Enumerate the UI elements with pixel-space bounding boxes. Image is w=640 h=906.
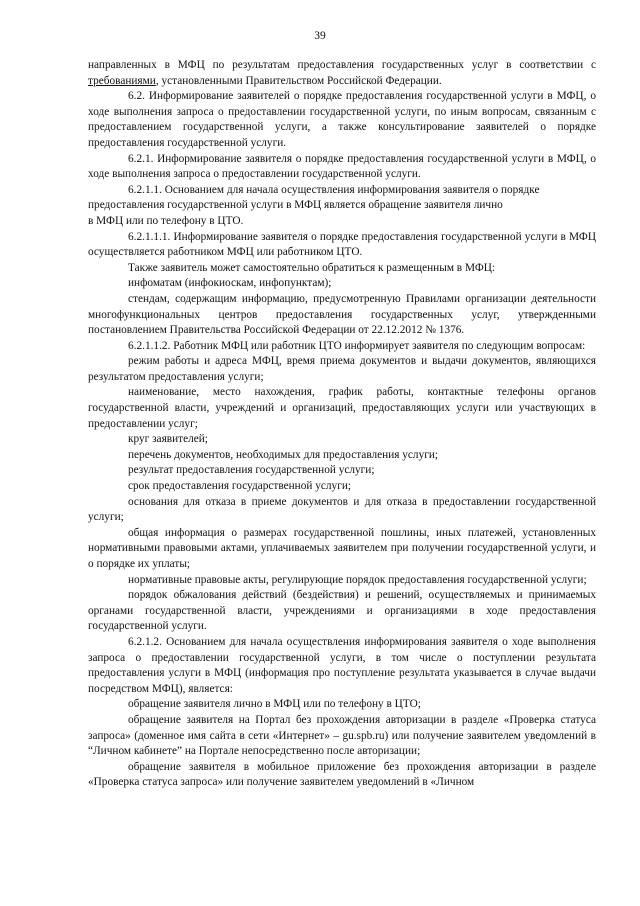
paragraph: результат предоставления государственной услуги; (128, 464, 375, 477)
text-run: , установленными Правительством Российской Федерации. (155, 74, 442, 87)
paragraph: 6.2.1. Информирование заявителя о порядке предоставления государственной услуги в МФЦ, о ходе выполнения запроса о предоставлении государственной услуги. (88, 152, 596, 181)
paragraph: перечень документов, необходимых для предоставления услуги; (128, 448, 439, 461)
paragraph: 6.2.1.1.2. Работник МФЦ или работник ЦТО информирует заявителя по следующим вопросам: (128, 339, 586, 352)
document-body (88, 58, 596, 791)
paragraph: круг заявителей; (128, 433, 208, 446)
paragraph: стендам, содержащим информацию, предусмотренную Правилами организации деятельности многофункциональных центров предоставления государственных услуг, утвержденными постановлением Правительства Российской Федерации от 22.12.2012 № 1376. (88, 292, 596, 337)
paragraph: обращение заявителя на Портал без прохождения авторизации в разделе «Проверка статуса запроса» (доменное имя сайта в сети «Интернет» – gu.spb.ru) или получение заявителем уведомлений в “Личном кабинете” на Портале непосредственно после авторизации; (88, 713, 596, 758)
paragraph: основания для отказа в приеме документов и для отказа в предоставлении государственной услуги; (88, 495, 596, 524)
requirements-link[interactable]: требованиями (88, 74, 156, 87)
paragraph: 6.2.1.1.1. Информирование заявителя о порядке предоставления государственной услуги в МФЦ осуществляется работником МФЦ или работником ЦТО. (88, 230, 596, 259)
paragraph: наименование, место нахождения, график работы, контактные телефоны органов государственной власти, учреждений и организаций, предоставляющих услуги или участвующих в предоставлении услуг; (88, 386, 596, 430)
paragraph: Также заявитель может самостоятельно обратиться к размещенным в МФЦ: (128, 261, 496, 274)
paragraph: обращение заявителя в мобильное приложение без прохождения авторизации в разделе «Проверка статуса запроса» или получение заявителем уведомлений в «Личном (88, 760, 596, 789)
paragraph (88, 58, 596, 89)
paragraph: режим работы и адреса МФЦ, время приема документов и выдачи документов, являющихся результатом предоставления услуги; (88, 355, 596, 383)
page-number: 39 (314, 30, 326, 42)
paragraph: в МФЦ или по телефону в ЦТО. (88, 214, 244, 227)
paragraph: обращение заявителя лично в МФЦ или по телефону в ЦТО; (128, 698, 421, 711)
paragraph: 6.2.1.1. Основанием для начала осуществления информирования заявителя о порядке предоставления государственной услуги в МФЦ является обращение заявителя лично (88, 183, 540, 212)
paragraph: инфоматам (инфокиоскам, инфопунктам); (128, 277, 332, 290)
paragraph: срок предоставления государственной услуги; (128, 480, 352, 493)
text-run: направленных в МФЦ по результатам предоставления государственных услуг в соответствии с (88, 59, 596, 71)
paragraph: порядок обжалования действий (бездействия) и решений, осуществляемых и принимаемых органами государственной власти, учреждениями и организациями в ходе предоставления государственной услуги. (88, 589, 596, 633)
paragraph: нормативные правовые акты, регулирующие порядок предоставления государственной услуги; (128, 573, 587, 586)
paragraph: 6.2. Информирование заявителей о порядке предоставления государственной услуги в МФЦ, о ходе выполнения запроса о предоставлении государственной услуги, по иным вопросам, связанным с предоставлением государственной услуги, а также консультирование заявителей о порядке предоставления государственной услуги. (88, 90, 596, 149)
paragraph: общая информация о размерах государственной пошлины, иных платежей, установленных нормативными правовыми актами, уплачиваемых заявителем при получении государственной услуги, и о порядке их уплаты; (88, 526, 596, 570)
paragraph: 6.2.1.2. Основанием для начала осуществления информирования заявителя о ходе выполнения запроса о предоставлении государственной услуги, в том числе о поступлении результата предоставления услуги в МФЦ (информация про поступление результата указывается в случае выдачи посредством МФЦ), является: (88, 635, 596, 695)
